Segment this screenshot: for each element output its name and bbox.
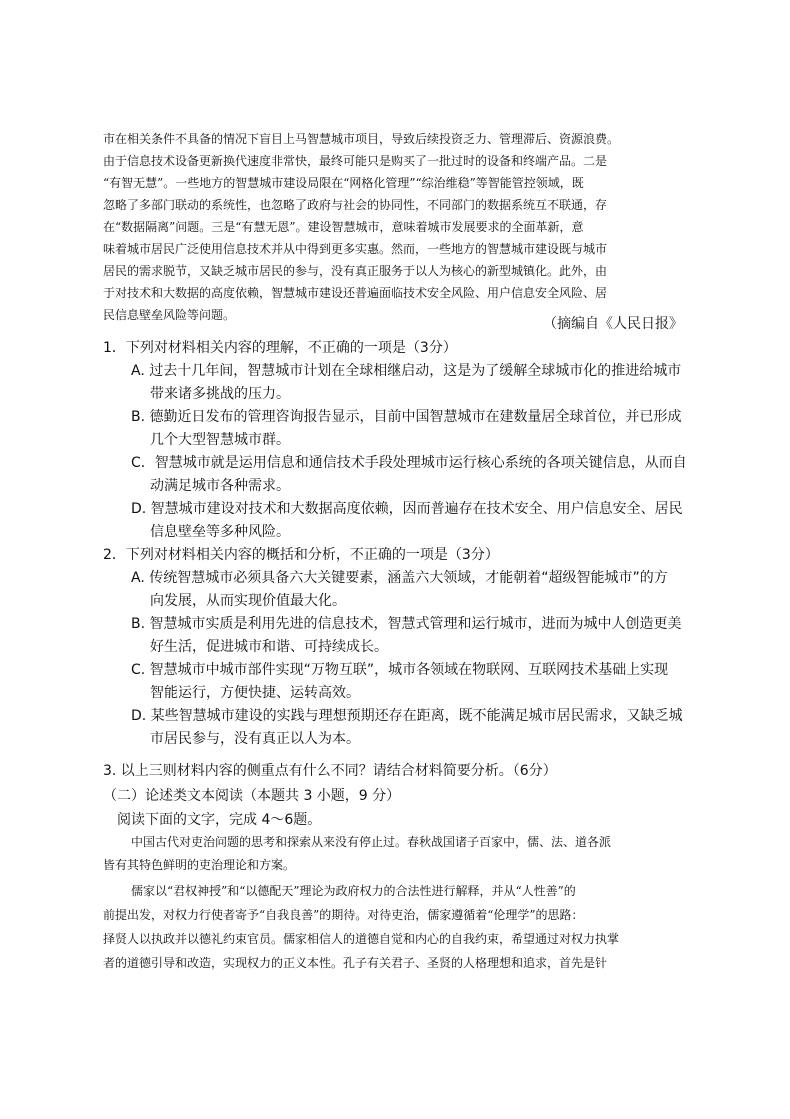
passage-line: 忽略了多部门联动的系统性，也忽略了政府与社会的协同性，不同部门的数据系统互不联通，存 [103, 198, 608, 212]
passage-line: “有智无慧”。一些地方的智慧城市建设局限在“网格化管理”“综治维稳”等智能管控领域，既 [103, 176, 584, 190]
passage-2-line: 前提出发，对权力行使者寄予“自我良善”的期待。对待吏治，儒家遵循着“伦理学”的思路： [103, 908, 584, 922]
q2-option-d-cont: 市居民参与，没有真正以人为本。 [150, 731, 360, 747]
passage-source: （摘编自《人民日报》 [543, 316, 683, 332]
q1-option-c: C．智慧城市就是运用信息和通信技术手段处理城市运行核心系统的各项关键信息，从而自 [131, 455, 687, 471]
passage-line: 于对技术和大数据的高度依赖，智慧城市建设还普遍面临技术安全风险、用户信息安全风险、居 [103, 286, 608, 300]
q2-option-d: D. 某些智慧城市建设的实践与理想预期还存在距离，既不能满足城市居民需求，又缺乏城 [131, 708, 683, 724]
passage-line: 市在相关条件不具备的情况下盲目上马智慧城市项目，导致后续投资乏力、管理滞后、资源浪费。 [103, 132, 620, 146]
q1-option-d: D. 智慧城市建设对技术和大数据高度依赖，因而普遍存在技术安全、用户信息安全、居民 [131, 501, 683, 517]
passage-2-line: 儒家以“君权神授”和“以德配天”理论为政府权力的合法性进行解释，并从“人性善”的 [131, 884, 576, 898]
q2-option-b: B. 智慧城市实质是利用先进的信息技术，智慧式管理和运行城市，进而为城中人创造更美 [131, 616, 682, 632]
passage-2-line: 皆有其特色鲜明的吏治理论和方案。 [103, 858, 296, 872]
q1-option-d-cont: 信息壁垒等多种风险。 [150, 524, 290, 540]
q1-option-a: A. 过去十几年间，智慧城市计划在全球相继启动，这是为了缓解全球城市化的推进给城市 [131, 363, 682, 379]
q2-option-c-cont: 智能运行，方便快捷、运转高效。 [150, 685, 360, 701]
question-3-stem: 3. 以上三则材料内容的侧重点有什么不同？请结合材料简要分析。（6分） [103, 763, 557, 779]
q1-option-b-cont: 几个大型智慧城市群。 [150, 432, 290, 448]
passage-line: 在“数据隔离”问题。三是“有慧无恩”。建设智慧城市，意味着城市发展要求的全面革新，意 [103, 220, 584, 234]
passage-line: 由于信息技术设备更新换代速度非常快，最终可能只是购买了一批过时的设备和终端产品。二是 [103, 154, 608, 168]
passage-2-line: 者的道德引导和改造，实现权力的正义本性。孔子有关君子、圣贤的人格理想和追求，首先是针 [103, 956, 608, 970]
q2-option-a: A. 传统智慧城市必须具备六大关键要素，涵盖六大领域，才能朝着“超级智能城市”的方 [131, 570, 668, 586]
passage-2-line: 择贤人以执政并以德礼约束官员。儒家相信人的道德自觉和内心的自我约束，希望通过对权力执掌 [103, 932, 620, 946]
q1-option-a-cont: 带来诸多挑战的压力。 [150, 386, 290, 402]
q1-option-c-cont: 动满足城市各种需求。 [150, 478, 290, 494]
q2-option-b-cont: 好生活，促进城市和谐、可持续成长。 [150, 639, 388, 655]
section-2-heading: （二）论述类文本阅读（本题共 3 小题，9 分） [103, 788, 401, 804]
passage-line: 居民的需求脱节，又缺乏城市居民的参与，没有真正服务于以人为核心的新型城镇化。此外，由 [103, 264, 608, 278]
q1-option-b: B. 德勤近日发布的管理咨询报告显示，目前中国智慧城市在建数量居全球首位，并已形成 [131, 409, 682, 425]
passage-2-line: 中国古代对吏治问题的思考和探索从来没有停止过。春秋战国诸子百家中，儒、法、道各派 [131, 835, 612, 849]
q2-option-a-cont: 向发展，从而实现价值最大化。 [150, 593, 346, 609]
section-2-instruction: 阅读下面的文字，完成 4～6题。 [117, 812, 322, 828]
passage-line: 民信息壁垒风险等问题。 [103, 308, 236, 322]
q2-option-c: C. 智慧城市中城市部件实现“万物互联”，城市各领域在物联网、互联网技术基础上实现 [131, 662, 669, 678]
question-2-stem: 2．下列对材料相关内容的概括和分析，不正确的一项是（3分） [103, 547, 499, 563]
question-1-stem: 1．下列对材料相关内容的理解，不正确的一项是（3分） [103, 340, 457, 356]
passage-line: 味着城市居民广泛使用信息技术并从中得到更多实惠。然而，一些地方的智慧城市建设既与城市 [103, 242, 608, 256]
